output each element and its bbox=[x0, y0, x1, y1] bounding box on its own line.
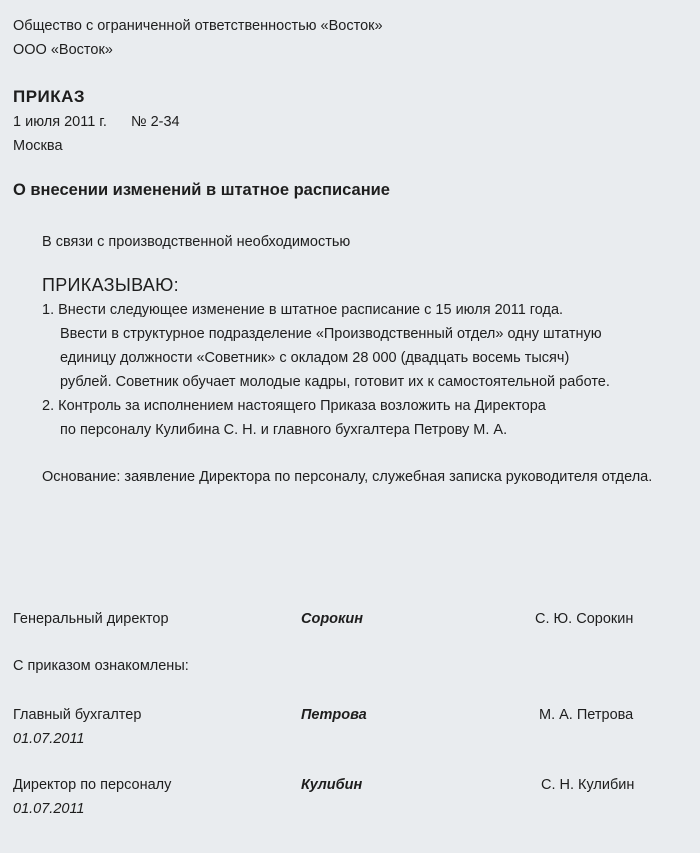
order-number: № 2-34 bbox=[131, 114, 180, 130]
signer-signature: Петрова bbox=[301, 707, 367, 723]
signer-position: Главный бухгалтер bbox=[13, 707, 142, 723]
order-item-line: рублей. Советник обучает молодые кадры, готовит их к самостоятельной работе. bbox=[60, 374, 610, 390]
signer-name: М. А. Петрова bbox=[539, 707, 634, 723]
order-item-line: по персоналу Кулибина С. Н. и главного бухгалтера Петрову М. А. bbox=[60, 422, 508, 438]
acquaintance-date: 01.07.2011 bbox=[13, 801, 85, 817]
organization-full-name: Общество с ограниченной ответственностью «Восток» bbox=[13, 18, 383, 34]
order-date: 1 июля 2011 г. bbox=[13, 114, 107, 130]
order-directive-word: ПРИКАЗЫВАЮ: bbox=[42, 275, 179, 295]
signer-signature: Сорокин bbox=[301, 611, 364, 627]
acquaintance-date: 01.07.2011 bbox=[13, 731, 85, 747]
signer-position: Генеральный директор bbox=[13, 611, 169, 627]
acquainted-label: С приказом ознакомлены: bbox=[13, 658, 189, 674]
order-item-line: Ввести в структурное подразделение «Производственный отдел» одну штатную bbox=[60, 326, 602, 342]
order-item-line: 1. Внести следующее изменение в штатное расписание с 15 июля 2011 года. bbox=[42, 302, 564, 318]
signer-position: Директор по персоналу bbox=[13, 777, 172, 793]
signer-name: С. Ю. Сорокин bbox=[535, 611, 634, 627]
order-item-line: 2. Контроль за исполнением настоящего Приказа возложить на Директора bbox=[42, 398, 546, 414]
order-preamble: В связи с производственной необходимостью bbox=[42, 234, 351, 250]
order-city: Москва bbox=[13, 138, 63, 154]
document-title: ПРИКАЗ bbox=[13, 87, 86, 106]
signer-signature: Кулибин bbox=[301, 777, 363, 793]
signer-name: С. Н. Кулибин bbox=[541, 777, 635, 793]
order-basis: Основание: заявление Директора по персоналу, служебная записка руководителя отдела. bbox=[42, 469, 653, 485]
order-item-line: единицу должности «Советник» с окладом 28 000 (двадцать восемь тысяч) bbox=[60, 350, 570, 366]
organization-short-name: ООО «Восток» bbox=[13, 42, 113, 58]
order-subject: О внесении изменений в штатное расписание bbox=[13, 181, 390, 199]
